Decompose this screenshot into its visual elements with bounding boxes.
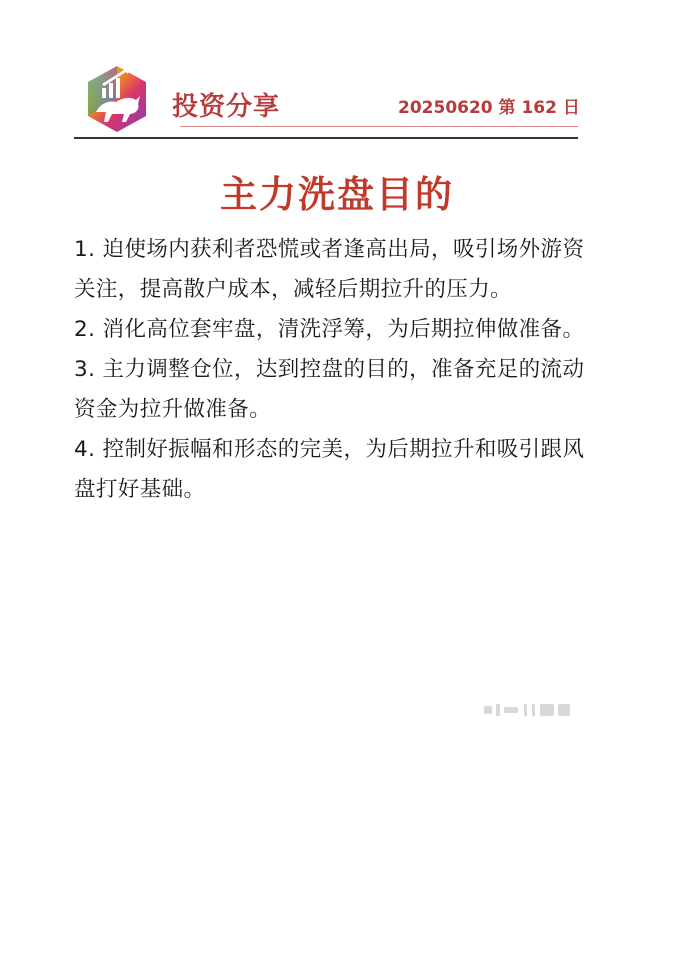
page-title: 主力洗盘目的 xyxy=(220,173,454,216)
list-item: 2. 消化高位套牢盘，清洗浮筹，为后期拉伸做准备。 xyxy=(74,317,585,342)
list-item: 1. 迫使场内获利者恐慌或者逢高出局，吸引场外游资关注，提高散户成本，减轻后期拉升的压力。 xyxy=(74,237,585,302)
list-item: 4. 控制好振幅和形态的完美，为后期拉升和吸引跟风盘打好基础。 xyxy=(74,437,585,502)
list-item: 3. 主力调整仓位，达到控盘的目的，准备充足的流动资金为拉升做准备。 xyxy=(74,357,585,422)
divider-thin xyxy=(180,126,578,127)
watermark-icon xyxy=(478,700,578,720)
issue-date: 20250620 第 162 日 xyxy=(398,98,580,118)
brand-name: 投资分享 xyxy=(172,92,281,122)
divider-thick xyxy=(74,137,578,139)
bull-logo-icon xyxy=(80,62,154,136)
header xyxy=(0,0,674,150)
points-list xyxy=(74,230,586,510)
